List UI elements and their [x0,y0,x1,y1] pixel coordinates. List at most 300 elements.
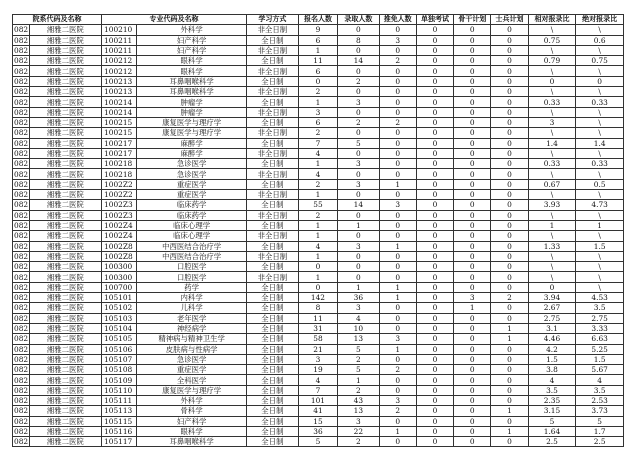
study-mode-cell: 全日制 [247,323,299,333]
soldier-plan-cell: 0 [491,128,528,138]
dept-name-cell: 湘雅二医院 [29,25,101,35]
study-mode-cell: 非全日制 [247,45,299,55]
soldier-plan-cell: 1 [491,334,528,344]
backbone-plan-cell: 0 [454,365,491,375]
backbone-plan-cell: 0 [454,117,491,127]
dept-name-cell: 湘雅二医院 [29,416,101,426]
absolute-ratio-cell: \ [576,282,624,292]
major-code-cell: 105102 [102,303,137,313]
relative-ratio-cell: 0.33 [528,159,576,169]
major-code-cell: 100215 [102,128,137,138]
applicants-cell: 1 [298,97,337,107]
major-code-cell: 1002Z2 [102,179,137,189]
dept-name-cell: 湘雅二医院 [29,87,101,97]
dept-code-cell: 082 [14,128,29,138]
backbone-plan-cell: 0 [454,426,491,436]
single-exam-cell: 0 [416,251,453,261]
dept-name-cell: 湘雅二医院 [29,426,101,436]
major-code-cell: 100210 [102,25,137,35]
single-exam-cell: 0 [416,344,453,354]
soldier-plan-cell: 0 [491,169,528,179]
major-name-cell: 麻醉学 [137,138,247,148]
study-mode-cell: 全日制 [247,395,299,405]
dept-name-cell: 湘雅二医院 [29,56,101,66]
major-name-cell: 骨科学 [137,406,247,416]
soldier-plan-cell: 0 [491,210,528,220]
single-exam-cell: 0 [416,179,453,189]
relative-ratio-cell: 4.2 [528,344,576,354]
relative-ratio-cell: 2.67 [528,303,576,313]
applicants-cell: 101 [298,395,337,405]
major-name-cell: 急诊医学 [137,159,247,169]
dept-code-cell: 082 [14,427,29,437]
study-mode-cell: 非全日制 [247,251,299,261]
major-code-cell: 100213 [102,87,137,97]
major-name-cell: 药学 [137,282,247,292]
single-exam-cell: 0 [416,107,453,117]
dept-code-cell: 082 [14,303,29,313]
major-name-cell: 眼科学 [137,66,247,76]
backbone-plan-cell: 0 [454,313,491,323]
applicants-cell: 4 [298,375,337,385]
soldier-plan-cell: 1 [491,406,528,416]
backbone-plan-cell: 0 [454,56,491,66]
single-exam-cell: 0 [416,159,453,169]
admitted-cell: 36 [338,293,379,303]
dept-code-cell: 082 [14,344,29,354]
major-code-cell: 105106 [102,344,137,354]
soldier-plan-cell: 2 [491,293,528,303]
exempt-cell: 0 [379,303,416,313]
single-exam-cell: 0 [416,97,453,107]
major-name-cell: 口腔医学 [137,272,247,282]
major-name-cell: 耳鼻咽喉科学 [137,87,247,97]
soldier-plan-cell: 1 [491,323,528,333]
major-code-cell: 100218 [102,159,137,169]
study-mode-cell: 非全日制 [247,231,299,241]
soldier-plan-cell: 0 [491,241,528,251]
relative-ratio-cell: 0.67 [528,179,576,189]
major-code-cell: 105105 [102,334,137,344]
applicants-cell: 5 [298,437,337,447]
major-name-cell: 急诊医学 [137,354,247,364]
admitted-cell: 5 [338,344,379,354]
absolute-ratio-cell: \ [576,272,624,282]
applicants-cell: 1 [298,45,337,55]
header-applicants: 报名人数 [298,15,337,25]
single-exam-cell: 0 [416,35,453,45]
absolute-ratio-cell: \ [576,169,624,179]
exempt-cell: 0 [379,76,416,86]
admitted-cell: 0 [338,148,379,158]
admitted-cell: 0 [338,231,379,241]
dept-name-cell: 湘雅二医院 [29,323,101,333]
dept-code-cell: 082 [14,334,29,344]
single-exam-cell: 0 [416,66,453,76]
soldier-plan-cell: 0 [491,262,528,272]
table-row [13,45,624,55]
table-row [13,334,624,344]
table-row [13,437,624,447]
dept-code-cell: 082 [14,365,29,375]
soldier-plan-cell: 0 [491,395,528,405]
study-mode-cell: 全日制 [247,375,299,385]
relative-ratio-cell: 2.75 [528,313,576,323]
major-name-cell: 临床药学 [137,200,247,210]
study-mode-cell: 非全日制 [247,87,299,97]
header-mode: 学习方式 [247,15,299,25]
soldier-plan-cell: 0 [491,66,528,76]
table-row [13,138,624,148]
admitted-cell: 3 [338,97,379,107]
single-exam-cell: 0 [416,385,453,395]
dept-name-cell: 湘雅二医院 [29,128,101,138]
table-row [13,416,624,426]
absolute-ratio-cell: 0.33 [576,159,624,169]
dept-name-cell: 湘雅二医院 [29,293,101,303]
table-row [13,190,624,200]
dept-name-cell: 湘雅二医院 [29,262,101,272]
soldier-plan-cell: 0 [491,437,528,447]
backbone-plan-cell: 0 [454,251,491,261]
major-name-cell: 眼科学 [137,56,247,66]
table-row [13,313,624,323]
dept-name-cell: 湘雅二医院 [29,231,101,241]
absolute-ratio-cell: 1.7 [576,426,624,436]
table-row [13,262,624,272]
study-mode-cell: 全日制 [247,241,299,251]
applicants-cell: 31 [298,323,337,333]
study-mode-cell: 全日制 [247,220,299,230]
absolute-ratio-cell: \ [576,210,624,220]
admitted-cell: 0 [338,262,379,272]
admitted-cell: 2 [338,76,379,86]
dept-code-cell: 082 [14,66,29,76]
major-code-cell: 100218 [102,169,137,179]
major-code-cell: 100211 [102,45,137,55]
applicants-cell: 19 [298,365,337,375]
applicants-cell: 55 [298,200,337,210]
table-row [13,365,624,375]
major-code-cell: 105110 [102,385,137,395]
exempt-cell: 0 [379,231,416,241]
dept-code-cell: 082 [14,375,29,385]
backbone-plan-cell: 0 [454,323,491,333]
applicants-cell: 1 [298,272,337,282]
major-name-cell: 重症医学 [137,365,247,375]
header-soldier: 士兵计划 [491,15,528,25]
exempt-cell: 0 [379,323,416,333]
admitted-cell: 0 [338,190,379,200]
exempt-cell: 0 [379,385,416,395]
dept-name-cell: 湘雅二医院 [29,385,101,395]
major-code-cell: 100212 [102,56,137,66]
single-exam-cell: 0 [416,241,453,251]
single-exam-cell: 0 [416,138,453,148]
applicants-cell: 2 [298,128,337,138]
single-exam-cell: 0 [416,406,453,416]
table-row [13,220,624,230]
absolute-ratio-cell: 2.53 [576,395,624,405]
dept-code-cell: 082 [14,56,29,66]
major-name-cell: 重症医学 [137,190,247,200]
applicants-cell: 142 [298,293,337,303]
dept-code-cell: 082 [14,221,29,231]
backbone-plan-cell: 1 [454,303,491,313]
dept-code-cell: 082 [14,293,29,303]
applicants-cell: 7 [298,385,337,395]
applicants-cell: 3 [298,107,337,117]
dept-code-cell: 082 [14,76,29,86]
admitted-cell: 10 [338,323,379,333]
single-exam-cell: 0 [416,437,453,447]
exempt-cell: 0 [379,437,416,447]
absolute-ratio-cell: 5.25 [576,344,624,354]
exempt-cell: 3 [379,200,416,210]
header-dept: 院系代码及名称 [13,15,102,25]
soldier-plan-cell: 0 [491,76,528,86]
soldier-plan-cell: 0 [491,179,528,189]
applicants-cell: 11 [298,56,337,66]
table-row [13,272,624,282]
single-exam-cell: 0 [416,426,453,436]
study-mode-cell: 全日制 [247,313,299,323]
admitted-cell: 0 [338,107,379,117]
backbone-plan-cell: 0 [454,159,491,169]
dept-code-cell: 082 [14,210,29,220]
exempt-cell: 0 [379,190,416,200]
applicants-cell: 2 [298,179,337,189]
major-code-cell: 105108 [102,365,137,375]
exempt-cell: 2 [379,117,416,127]
table-row [13,76,624,86]
study-mode-cell: 非全日制 [247,107,299,117]
dept-name-cell: 湘雅二医院 [29,344,101,354]
relative-ratio-cell: \ [528,45,576,55]
major-name-cell: 重症医学 [137,179,247,189]
major-code-cell: 1002Z4 [102,220,137,230]
major-code-cell: 105117 [102,437,137,447]
table-row [13,406,624,416]
table-row [13,117,624,127]
relative-ratio-cell: \ [528,87,576,97]
exempt-cell: 0 [379,416,416,426]
dept-code-cell: 082 [14,118,29,128]
admitted-cell: 0 [338,210,379,220]
admitted-cell: 3 [338,416,379,426]
soldier-plan-cell: 0 [491,231,528,241]
exempt-cell: 2 [379,56,416,66]
absolute-ratio-cell: 5 [576,416,624,426]
backbone-plan-cell: 0 [454,262,491,272]
relative-ratio-cell: \ [528,251,576,261]
relative-ratio-cell: 2.5 [528,437,576,447]
applicants-cell: 21 [298,344,337,354]
major-code-cell: 105116 [102,426,137,436]
admitted-cell: 1 [338,220,379,230]
major-name-cell: 临床心理学 [137,220,247,230]
applicants-cell: 0 [298,76,337,86]
soldier-plan-cell: 0 [491,344,528,354]
exempt-cell: 2 [379,365,416,375]
major-code-cell: 105104 [102,323,137,333]
soldier-plan-cell: 0 [491,190,528,200]
admitted-cell: 8 [338,35,379,45]
backbone-plan-cell: 0 [454,169,491,179]
relative-ratio-cell: 3.5 [528,385,576,395]
admitted-cell: 43 [338,395,379,405]
study-mode-cell: 全日制 [247,437,299,447]
dept-name-cell: 湘雅二医院 [29,334,101,344]
applicants-cell: 15 [298,416,337,426]
study-mode-cell: 非全日制 [247,148,299,158]
admitted-cell: 0 [338,128,379,138]
admitted-cell: 3 [338,179,379,189]
admitted-cell: 2 [338,437,379,447]
single-exam-cell: 0 [416,395,453,405]
soldier-plan-cell: 0 [491,303,528,313]
soldier-plan-cell: 0 [491,354,528,364]
major-name-cell: 康复医学与理疗学 [137,117,247,127]
table-row [13,323,624,333]
backbone-plan-cell: 0 [454,190,491,200]
admission-table [12,14,624,447]
backbone-plan-cell: 3 [454,293,491,303]
absolute-ratio-cell: 3.73 [576,406,624,416]
major-code-cell: 100217 [102,148,137,158]
study-mode-cell: 全日制 [247,344,299,354]
applicants-cell: 6 [298,117,337,127]
table-row [13,354,624,364]
relative-ratio-cell: 0.33 [528,97,576,107]
backbone-plan-cell: 0 [454,231,491,241]
exempt-cell: 1 [379,293,416,303]
backbone-plan-cell: 0 [454,375,491,385]
study-mode-cell: 全日制 [247,385,299,395]
absolute-ratio-cell: \ [576,262,624,272]
table-row [13,251,624,261]
table-row [13,179,624,189]
soldier-plan-cell: 0 [491,251,528,261]
table-row [13,148,624,158]
admitted-cell: 0 [338,87,379,97]
major-name-cell: 皮肤病与性病学 [137,344,247,354]
admitted-cell: 0 [338,251,379,261]
exempt-cell: 1 [379,179,416,189]
study-mode-cell: 全日制 [247,159,299,169]
single-exam-cell: 0 [416,117,453,127]
dept-code-cell: 082 [14,35,29,45]
relative-ratio-cell: 0 [528,282,576,292]
major-code-cell: 1002Z8 [102,241,137,251]
single-exam-cell: 0 [416,375,453,385]
header-major: 专业代码及名称 [102,15,247,25]
relative-ratio-cell: \ [528,231,576,241]
applicants-cell: 36 [298,426,337,436]
dept-code-cell: 082 [14,107,29,117]
dept-code-cell: 082 [14,385,29,395]
study-mode-cell: 全日制 [247,179,299,189]
absolute-ratio-cell: 3.33 [576,323,624,333]
admitted-cell: 5 [338,138,379,148]
table-row [13,56,624,66]
single-exam-cell: 0 [416,354,453,364]
absolute-ratio-cell: 1.4 [576,138,624,148]
soldier-plan-cell: 1 [491,426,528,436]
admitted-cell: 0 [338,66,379,76]
dept-name-cell: 湘雅二医院 [29,76,101,86]
absolute-ratio-cell: 5.67 [576,365,624,375]
admitted-cell: 1 [338,375,379,385]
absolute-ratio-cell: 0 [576,76,624,86]
exempt-cell: 0 [379,251,416,261]
applicants-cell: 2 [298,210,337,220]
exempt-cell: 3 [379,395,416,405]
study-mode-cell: 非全日制 [247,272,299,282]
absolute-ratio-cell: 2.75 [576,313,624,323]
major-code-cell: 1002Z4 [102,231,137,241]
absolute-ratio-cell: 0.5 [576,179,624,189]
applicants-cell: 58 [298,334,337,344]
dept-code-cell: 082 [14,282,29,292]
backbone-plan-cell: 0 [454,272,491,282]
admitted-cell: 13 [338,406,379,416]
major-name-cell: 耳鼻咽喉科学 [137,76,247,86]
relative-ratio-cell: 1.5 [528,354,576,364]
absolute-ratio-cell: 1.5 [576,241,624,251]
relative-ratio-cell: 2.35 [528,395,576,405]
major-name-cell: 全科医学 [137,375,247,385]
admitted-cell: 13 [338,334,379,344]
major-code-cell: 100700 [102,282,137,292]
major-name-cell: 临床心理学 [137,231,247,241]
study-mode-cell: 全日制 [247,365,299,375]
relative-ratio-cell: \ [528,169,576,179]
soldier-plan-cell: 0 [491,107,528,117]
relative-ratio-cell: 3.15 [528,406,576,416]
study-mode-cell: 全日制 [247,262,299,272]
study-mode-cell: 非全日制 [247,25,299,35]
single-exam-cell: 0 [416,272,453,282]
applicants-cell: 4 [298,241,337,251]
soldier-plan-cell: 0 [491,117,528,127]
single-exam-cell: 0 [416,148,453,158]
backbone-plan-cell: 0 [454,220,491,230]
backbone-plan-cell: 0 [454,97,491,107]
applicants-cell: 6 [298,66,337,76]
dept-name-cell: 湘雅二医院 [29,354,101,364]
absolute-ratio-cell: \ [576,45,624,55]
dept-name-cell: 湘雅二医院 [29,138,101,148]
backbone-plan-cell: 0 [454,334,491,344]
single-exam-cell: 0 [416,190,453,200]
absolute-ratio-cell: \ [576,128,624,138]
major-name-cell: 妇产科学 [137,416,247,426]
single-exam-cell: 0 [416,365,453,375]
table-row [13,128,624,138]
exempt-cell: 0 [379,210,416,220]
major-code-cell: 1002Z3 [102,200,137,210]
study-mode-cell: 全日制 [247,200,299,210]
exempt-cell: 0 [379,272,416,282]
soldier-plan-cell: 0 [491,148,528,158]
major-name-cell: 外科学 [137,25,247,35]
dept-name-cell: 湘雅二医院 [29,200,101,210]
dept-code-cell: 082 [14,97,29,107]
study-mode-cell: 全日制 [247,416,299,426]
dept-code-cell: 082 [14,354,29,364]
table-row [13,200,624,210]
